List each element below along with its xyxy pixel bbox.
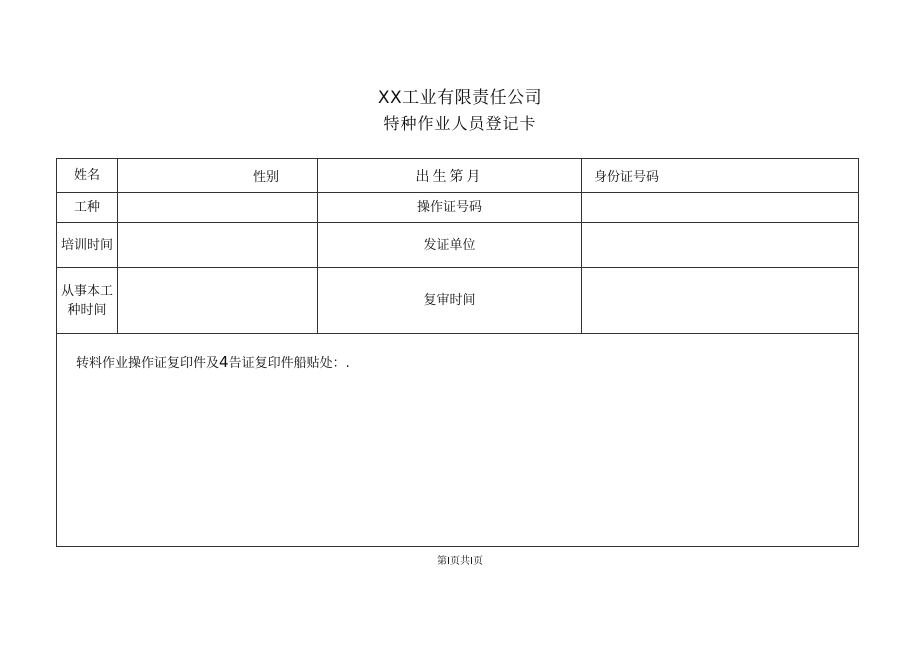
certificate-number-label: 操作证号码 [318,193,582,223]
work-duration-label: 从事本工种时间 [57,268,118,334]
training-time-value-cell [118,223,318,268]
form-row-training [57,223,859,268]
form-row-name [57,159,859,193]
birth-label: 出生笫月 [318,159,582,193]
certificate-number-value-cell [582,193,859,223]
company-title: XX工业有限责任公司 [377,88,543,108]
attachment-note-suffix: 告证复印件船贴处：. [228,356,350,371]
training-time-label: 培训时间 [57,223,118,268]
attachment-note-prefix: 转料作业操作证复印件及 [76,356,220,371]
work-type-value-cell [118,193,318,223]
form-row-work-type [57,193,859,223]
review-time-value-cell [582,268,859,334]
attachment-note-digit: 4 [219,353,229,371]
attachment-area [57,334,859,547]
page-footer: 第I页共I页 [437,556,483,567]
issuing-unit-value-cell [582,223,859,268]
id-number-label: 身份证号码 [582,159,859,193]
card-title: 特种作业人员登记卡 [383,114,537,133]
gender-label: 性别 [118,159,318,193]
review-time-label: 复审时间 [318,268,582,334]
issuing-unit-label: 发证单位 [318,223,582,268]
work-duration-value-cell [118,268,318,334]
name-label: 姓名 [57,159,118,193]
form-row-attachment [57,334,859,547]
form-row-work-duration [57,268,859,334]
registration-form-table [56,158,859,547]
work-type-label: 工种 [57,193,118,223]
